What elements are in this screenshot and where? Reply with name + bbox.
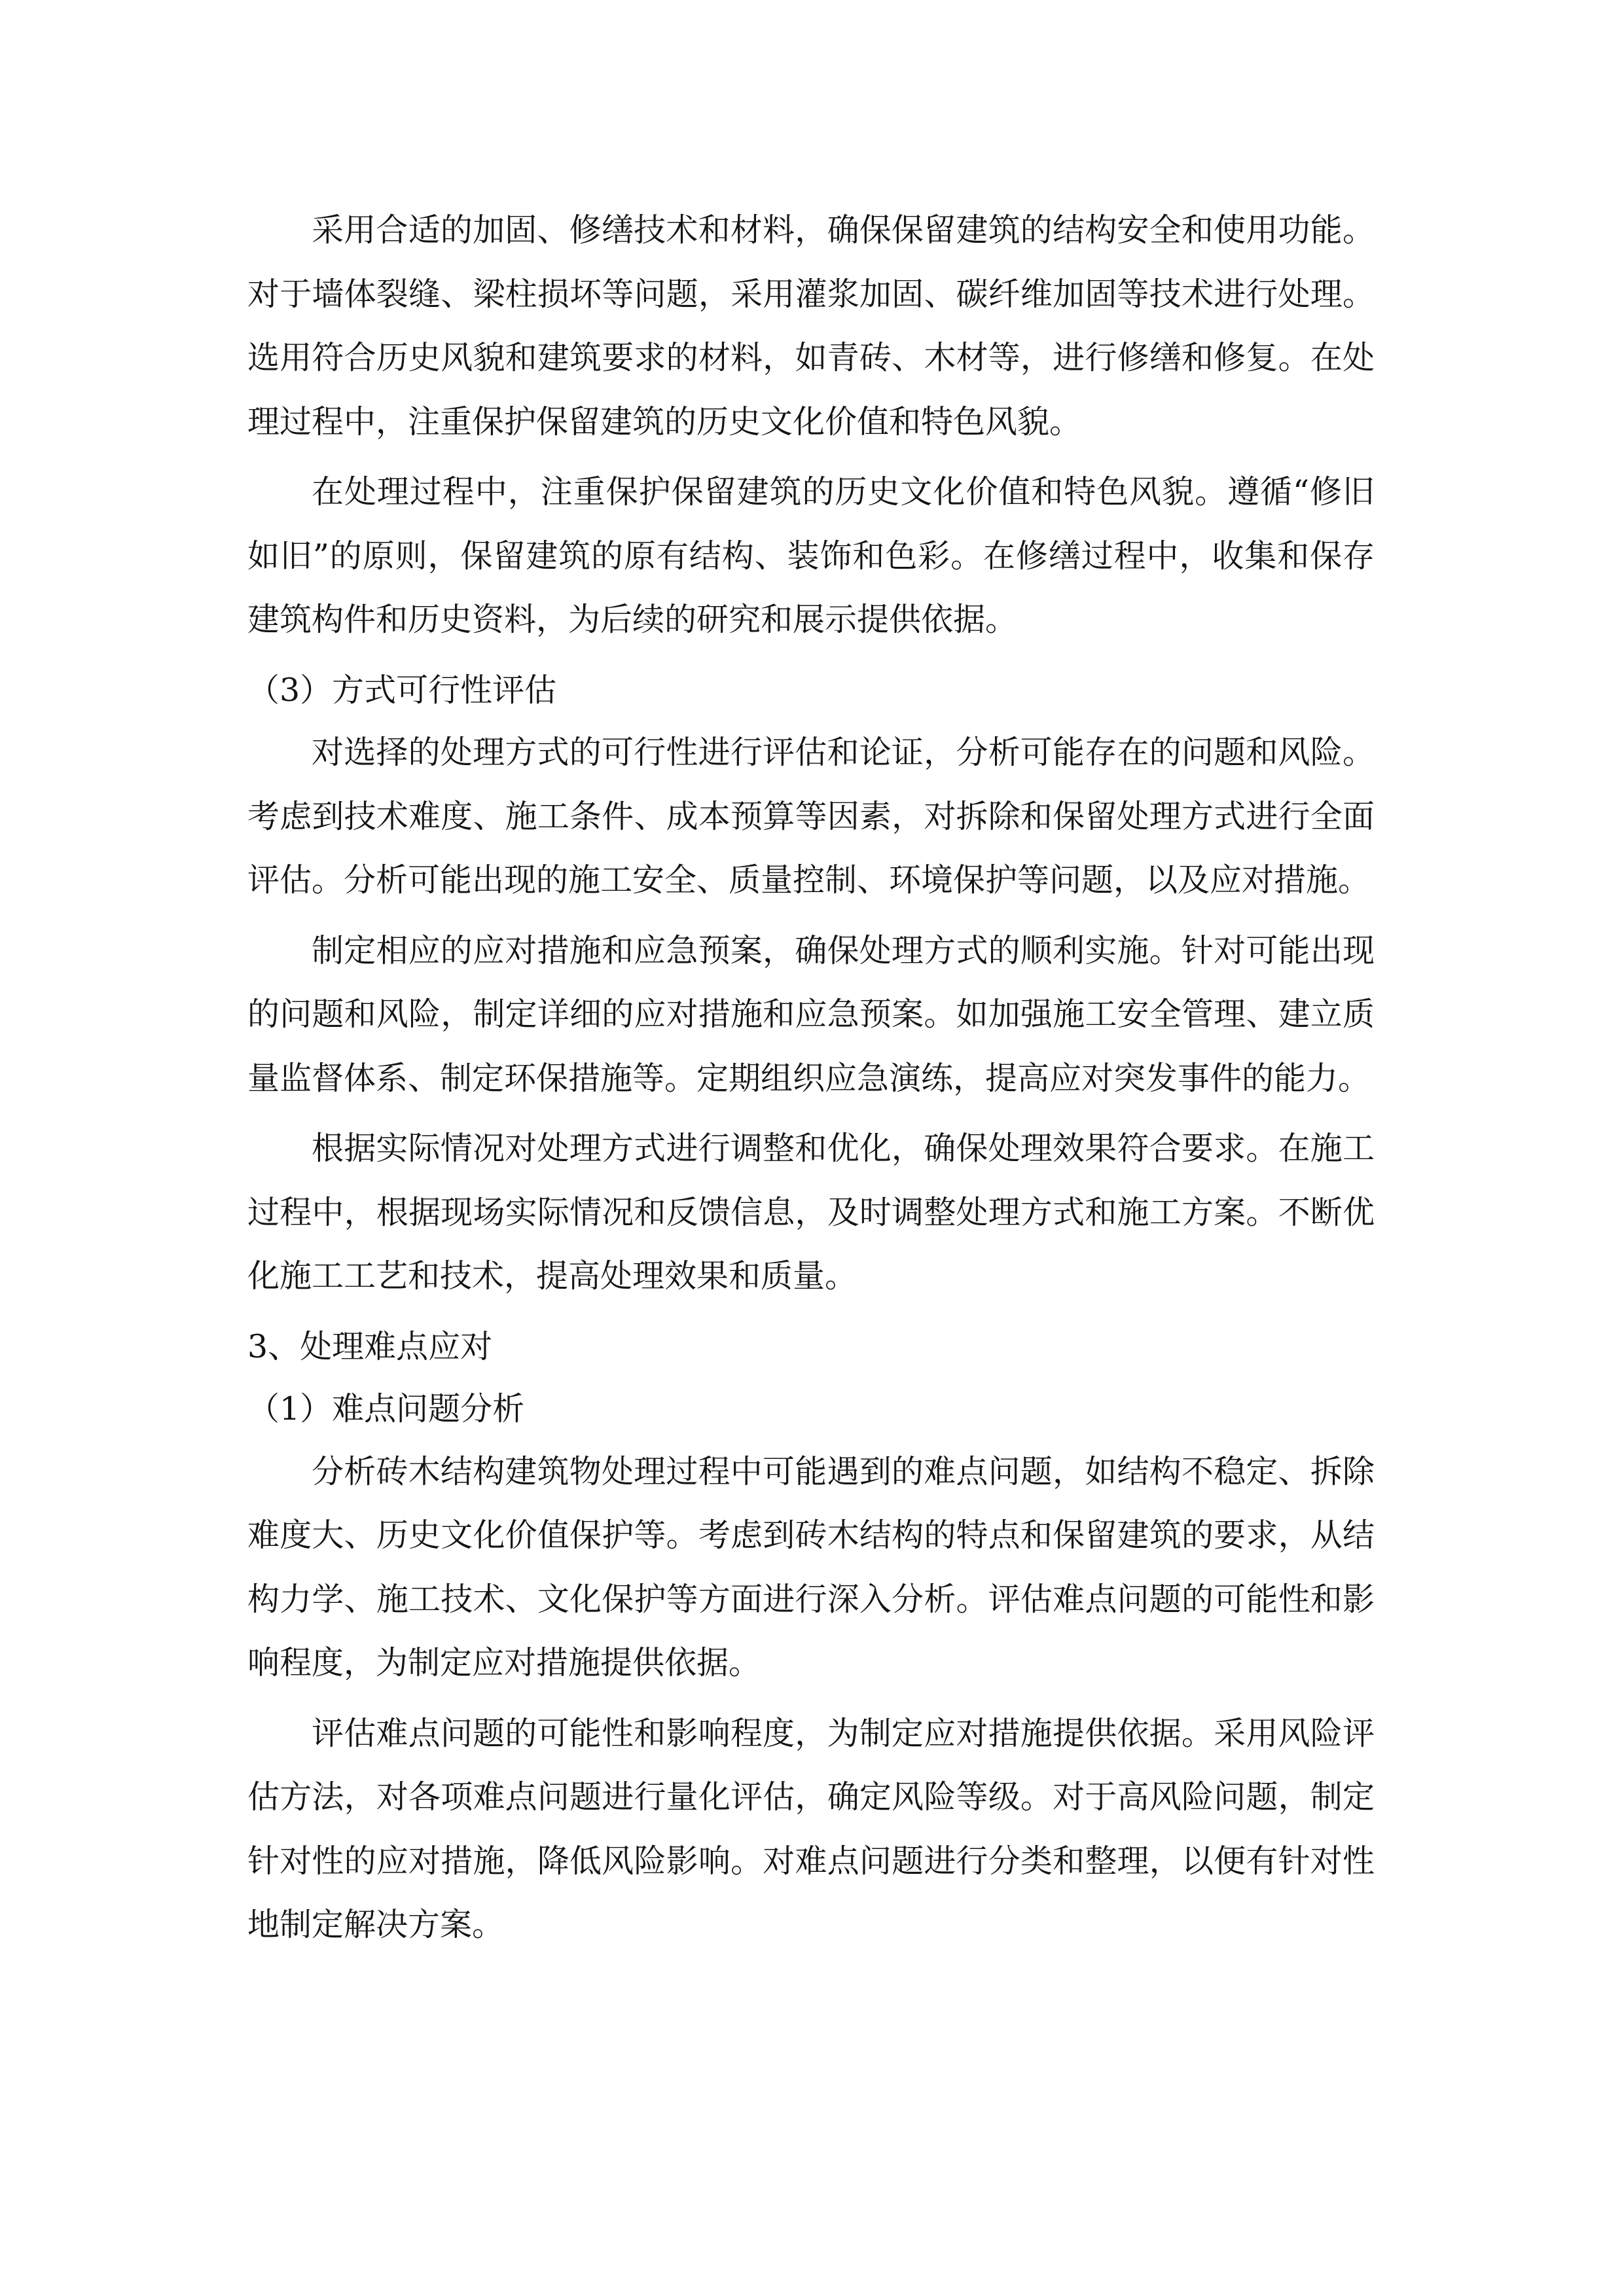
paragraph-historical-protection: 在处理过程中，注重保护保留建筑的历史文化价值和特色风貌。遵循“修旧如旧”的原则，保留建筑的原有结构、装饰和色彩。在修缮过程中，收集和保存建筑构件和历史资料，为后续的研究和展示提供依据。	[247, 473, 1375, 638]
paragraph-feasibility-evaluation: 对选择的处理方式的可行性进行评估和论证，分析可能存在的问题和风险。考虑到技术难度、施工条件、成本预算等因素，对拆除和保留处理方式进行全面评估。分析可能出现的施工安全、质量控制、环境保护等问题，以及应对措施。	[247, 734, 1375, 899]
heading-difficulty-response: 3、处理难点应对	[247, 1327, 493, 1365]
paragraph-reinforcement-repair: 采用合适的加固、修缮技术和材料，确保保留建筑的结构安全和使用功能。对于墙体裂缝、梁柱损坏等问题，采用灌浆加固、碳纤维加固等技术进行处理。选用符合历史风貌和建筑要求的材料，如青砖、木材等，进行修缮和修复。在处理过程中，注重保护保留建筑的历史文化价值和特色风貌。	[247, 211, 1375, 440]
paragraph-contingency-plan: 制定相应的应对措施和应急预案，确保处理方式的顺利实施。针对可能出现的问题和风险，制定详细的应对措施和应急预案。如加强施工安全管理、建立质量监督体系、制定环保措施等。定期组织应急演练，提高应对突发事件的能力。	[247, 931, 1375, 1097]
paragraph-adjustment-optimization: 根据实际情况对处理方式进行调整和优化，确保处理效果符合要求。在施工过程中，根据现场实际情况和反馈信息，及时调整处理方式和施工方案。不断优化施工工艺和技术，提高处理效果和质量。	[247, 1130, 1375, 1295]
paragraph-risk-evaluation: 评估难点问题的可能性和影响程度，为制定应对措施提供依据。采用风险评估方法，对各项难点问题进行量化评估，确定风险等级。对于高风险问题，制定针对性的应对措施，降低风险影响。对难点问题进行分类和整理，以便有针对性地制定解决方案。	[247, 1714, 1375, 1943]
heading-feasibility-assessment: （3）方式可行性评估	[247, 671, 557, 709]
paragraph-difficulty-analysis: 分析砖木结构建筑物处理过程中可能遇到的难点问题，如结构不稳定、拆除难度大、历史文化价值保护等。考虑到砖木结构的特点和保留建筑的要求，从结构力学、施工技术、文化保护等方面进行深入分析。评估难点问题的可能性和影响程度，为制定应对措施提供依据。	[247, 1452, 1375, 1681]
document-body	[247, 198, 1375, 1964]
heading-difficulty-analysis: （1）难点问题分析	[247, 1390, 525, 1427]
